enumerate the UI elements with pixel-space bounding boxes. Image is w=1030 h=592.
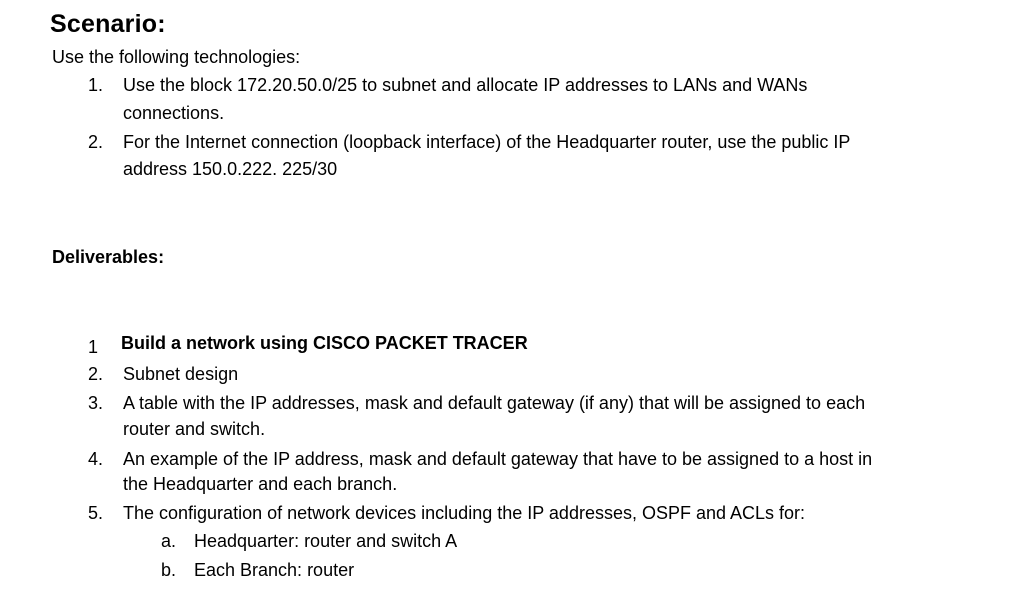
deliverables-heading: Deliverables: <box>52 247 165 267</box>
sub-list-text: Each Branch: router <box>194 560 355 580</box>
list-text-continued: the Headquarter and each branch. <box>123 474 398 494</box>
list-text: The configuration of network devices including the IP addresses, OSPF and ACLs for: <box>123 503 806 523</box>
list-number: 3. <box>88 393 104 413</box>
sub-list-text: Headquarter: router and switch A <box>194 531 458 551</box>
list-number: 4. <box>88 449 104 469</box>
list-text: Build a network using CISCO PACKET TRACER <box>121 333 528 353</box>
list-text: A table with the IP addresses, mask and default gateway (if any) that will be assigned to each <box>123 393 866 413</box>
list-number: 1 <box>88 337 99 357</box>
scenario-heading: Scenario: <box>50 10 166 38</box>
list-number: 5. <box>88 503 104 523</box>
list-text: For the Internet connection (loopback interface) of the Headquarter router, use the public IP <box>123 132 851 152</box>
scenario-intro: Use the following technologies: <box>52 47 301 67</box>
list-number: 2. <box>88 364 104 384</box>
sub-list-letter: a. <box>161 531 177 551</box>
list-text: Subnet design <box>123 364 239 384</box>
list-text: An example of the IP address, mask and default gateway that have to be assigned to a host in <box>123 449 873 469</box>
list-number: 1. <box>88 75 104 95</box>
list-text-continued: address 150.0.222. 225/30 <box>123 159 338 179</box>
list-text: Use the block 172.20.50.0/25 to subnet and allocate IP addresses to LANs and WANs <box>123 75 808 95</box>
list-text-continued: connections. <box>123 103 225 123</box>
sub-list-letter: b. <box>161 560 177 580</box>
list-text-continued: router and switch. <box>123 419 266 439</box>
list-number: 2. <box>88 132 104 152</box>
